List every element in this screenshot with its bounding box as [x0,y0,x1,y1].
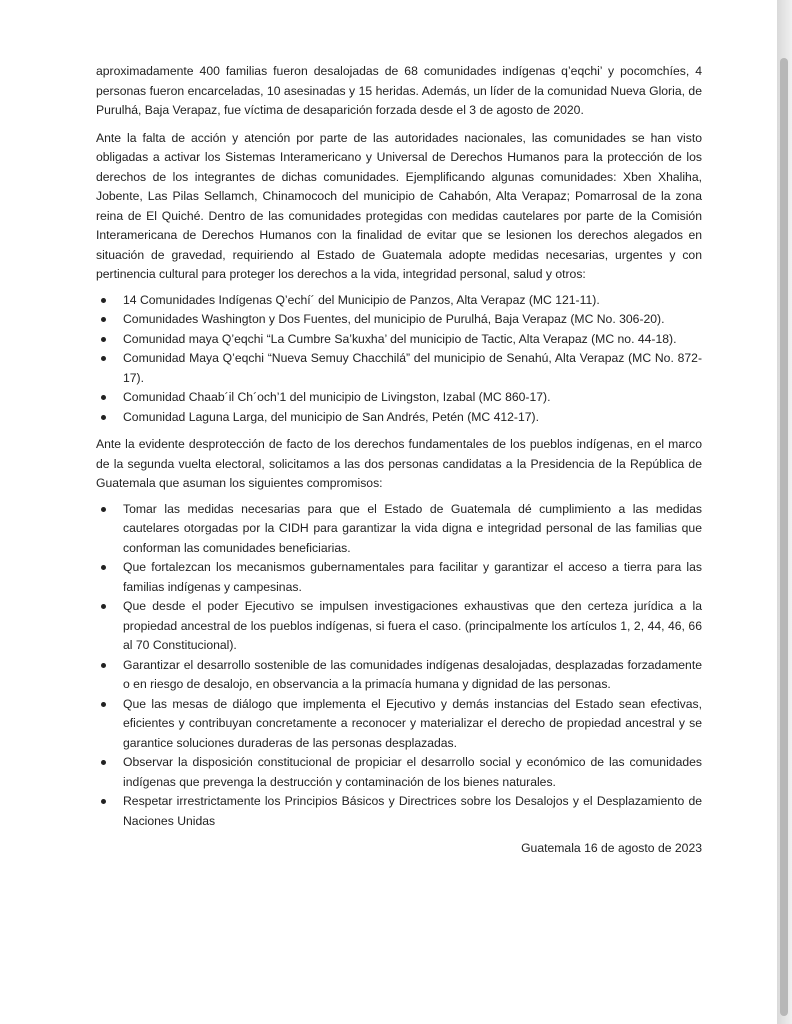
list-item: Observar la disposición constitucional de propiciar el desarrollo social y económico de las comunidades indígenas que prevenga la destrucción y contaminación de los bienes naturales. [96,753,702,792]
list-item: Comunidades Washington y Dos Fuentes, del municipio de Purulhá, Baja Verapaz (MC No. 306-20). [96,310,702,330]
list-item: Que desde el poder Ejecutivo se impulsen investigaciones exhaustivas que den certeza jurídica a la propiedad ancestral de los pueblos indígenas, si fuera el caso. (principalmente los artículos 1, 2, 44, 46, 66 al 70 Constitucional). [96,597,702,656]
list-item: Tomar las medidas necesarias para que el Estado de Guatemala dé cumplimiento a las medidas cautelares otorgadas por la CIDH para garantizar la vida digna e integridad personal de las familias que conforman las comunidades beneficiarias. [96,500,702,559]
paragraph-displacement-summary: aproximadamente 400 familias fueron desalojadas de 68 comunidades indígenas q’eqchi’ y pocomchíes, 4 personas fueron encarceladas, 10 asesinadas y 15 heridas. Además, un líder de la comunidad Nueva Gloria, de Purulhá, Baja Verapaz, fue víctima de desaparición forzada desde el 3 de agosto de 2020. [96,64,702,117]
protected-communities-list [96,291,702,428]
list-item: Respetar irrestrictamente los Principios Básicos y Directrices sobre los Desalojos y el Desplazamiento de Naciones Unidas [96,792,702,831]
list-item: Que fortalezcan los mecanismos gubernamentales para facilitar y garantizar el acceso a tierra para las familias indígenas y campesinas. [96,558,702,597]
list-item: Comunidad Maya Q’eqchi “Nueva Semuy Chacchilá” del municipio de Senahú, Alta Verapaz (MC No. 872-17). [96,349,702,388]
commitments-list [96,500,702,832]
paragraph-electoral-request: Ante la evidente desprotección de facto de los derechos fundamentales de los pueblos indígenas, en el marco de la segunda vuelta electoral, solicitamos a las dos personas candidatas a la Presidencia de la República de Guatemala que asuman los siguientes compromisos: [96,437,702,490]
paragraph-protection-systems: Ante la falta de acción y atención por parte de las autoridades nacionales, las comunidades se han visto obligadas a activar los Sistemas Interamericano y Universal de Derechos Humanos para la protección de los derechos de los integrantes de dichas comunidades. Ejemplificando algunas comunidades: Xben Xhaliha, Jobente, Las Pilas Sellamch, Chinamococh del municipio de Cahabón, Alta Verapaz; Pomarrosal de la zona reina de El Quiché. Dentro de las comunidades protegidas con medidas cautelares por parte de la Comisión Interamericana de Derechos Humanos con la finalidad de evitar que se lesionen los derechos alegados en situación de gravedad, requiriendo al Estado de Guatemala adopte medidas necesarias, urgentes y con pertinencia cultural para proteger los derechos a la vida, integridad personal, salud y otros: [96,130,702,281]
date-line: Guatemala 16 de agosto de 2023 [521,841,702,855]
list-item: Comunidad Laguna Larga, del municipio de San Andrés, Petén (MC 412-17). [96,408,702,428]
list-item: Que las mesas de diálogo que implementa el Ejecutivo y demás instancias del Estado sean efectivas, eficientes y contribuyan concretamente a reconocer y materializar el derecho de propiedad ancestral y se garantice soluciones duraderas de las personas desplazadas. [96,695,702,754]
list-item: Garantizar el desarrollo sostenible de las comunidades indígenas desalojadas, desplazadas forzadamente o en riesgo de desalojo, en observancia a la primacía humana y dignidad de las personas. [96,656,702,695]
list-item: 14 Comunidades Indígenas Q’echí´ del Municipio de Panzos, Alta Verapaz (MC 121-11). [96,291,702,311]
scrollbar[interactable] [780,58,788,1016]
list-item: Comunidad Chaab´il Ch´och’1 del municipio de Livingston, Izabal (MC 860-17). [96,388,702,408]
list-item: Comunidad maya Q’eqchi “La Cumbre Sa’kuxha’ del municipio de Tactic, Alta Verapaz (MC no. 44-18). [96,330,702,350]
document-body [96,62,702,859]
